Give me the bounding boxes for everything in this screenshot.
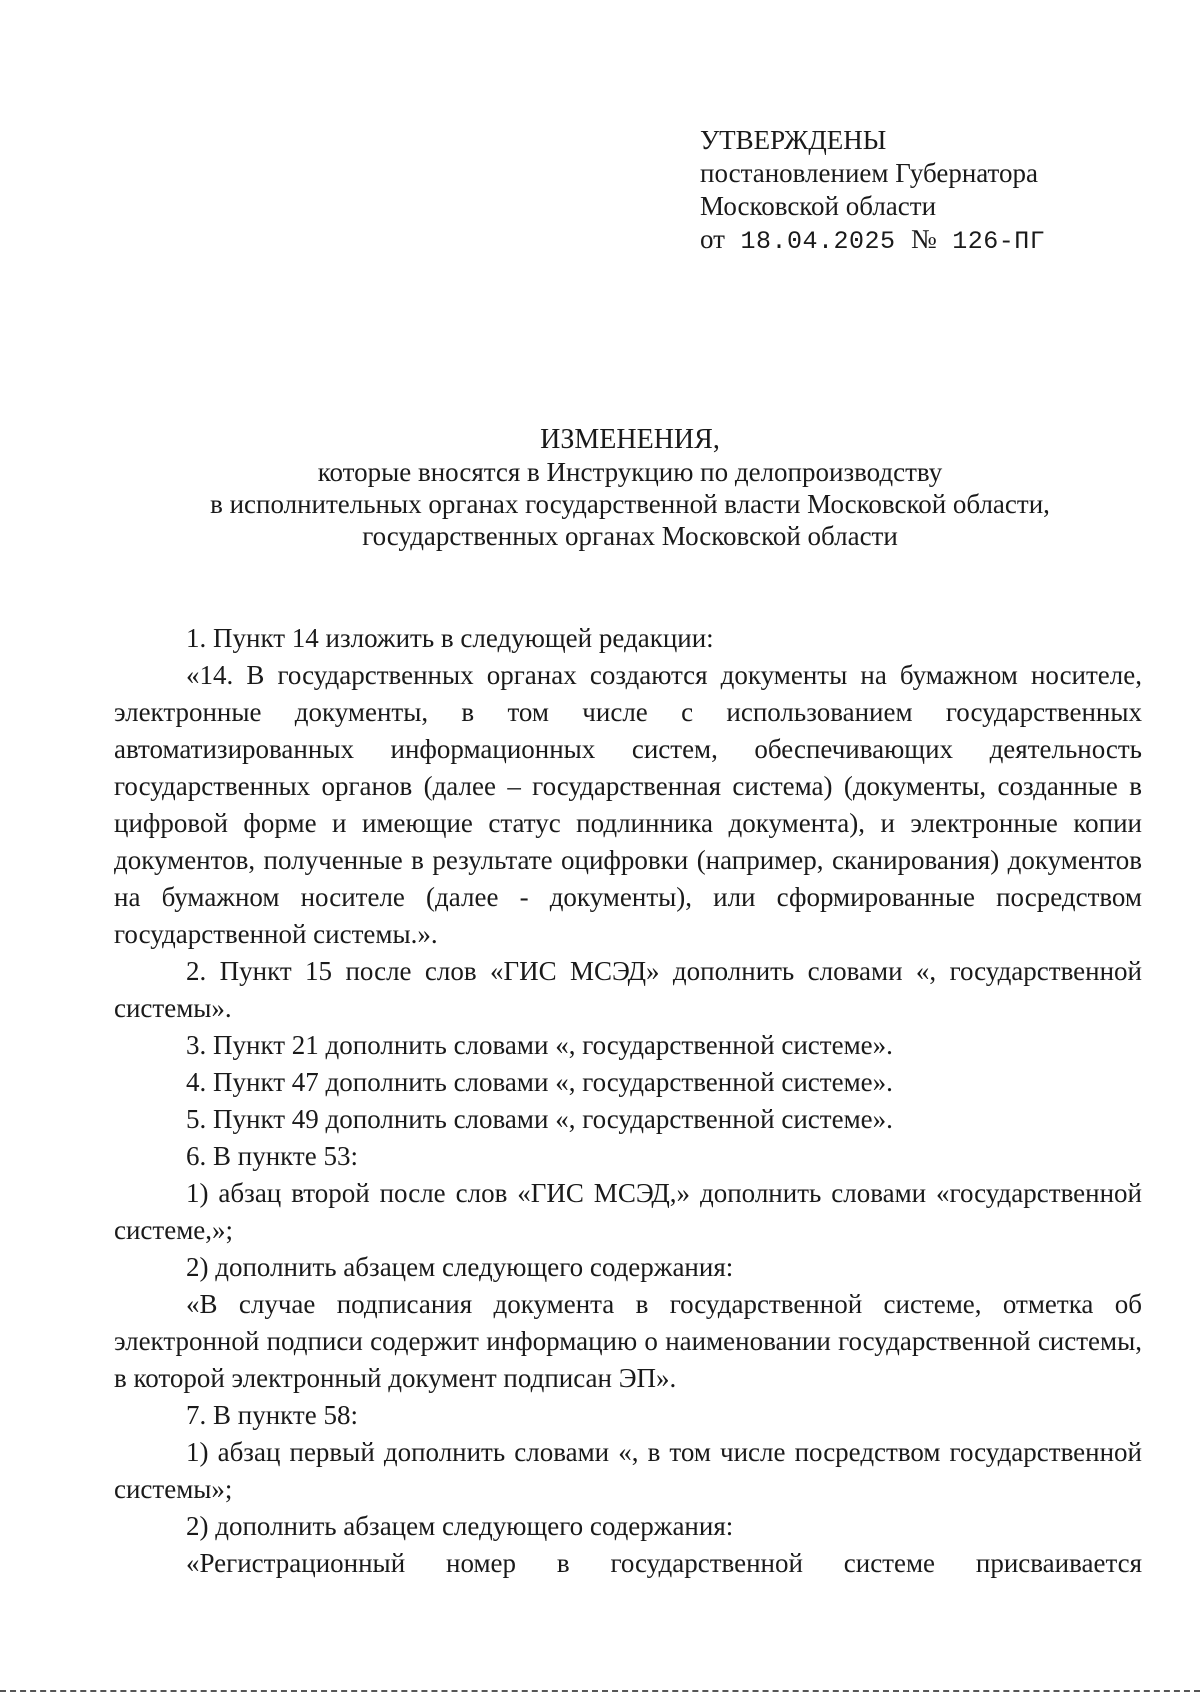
paragraph: 3. Пункт 21 дополнить словами «, государственной системе». (186, 1030, 893, 1060)
paragraph: 2) дополнить абзацем следующего содержания: (186, 1511, 734, 1541)
document-heading (140, 424, 1120, 552)
paragraph: 1) абзац первый дополнить словами «, в том числе посредством государственной системы»; (114, 1437, 1142, 1504)
paragraph: 5. Пункт 49 дополнить словами «, государственной системе». (186, 1104, 893, 1134)
approval-title: УТВЕРЖДЕНЫ (700, 125, 887, 155)
paragraph: 7. В пункте 58: (186, 1400, 358, 1430)
paragraph: 2. Пункт 15 после слов «ГИС МСЭД» дополнить словами «, государственной системы». (114, 956, 1142, 1023)
approval-stamp (700, 124, 1045, 258)
paragraph: 4. Пункт 47 дополнить словами «, государственной системе». (186, 1067, 893, 1097)
heading-line-2: в исполнительных органах государственной власти Московской области, (210, 489, 1050, 519)
approval-authority: постановлением Губернатора (700, 158, 1038, 188)
approval-date: 18.04.2025 (740, 227, 896, 256)
document-title: ИЗМЕНЕНИЯ, (540, 424, 720, 455)
number-sign: № (911, 224, 937, 254)
page-edge-line (0, 1690, 1200, 1692)
paragraph: 1) абзац второй после слов «ГИС МСЭД,» дополнить словами «государственной системе,»; (114, 1178, 1142, 1245)
date-label: от (700, 224, 725, 254)
paragraph: «14. В государственных органах создаются документы на бумажном носителе, электронные документы, в том числе с использованием государственных автоматизированных информационных систем, обеспечивающих деятельность государственных органов (далее – государственная система) (документы, созданные в цифровой форме и имеющие статус подлинника документа), и электронные копии документов, полученные в результате оцифровки (например, сканирования) документов на бумажном носителе (далее - документы), или сформированные посредством государственной системы.». (114, 660, 1142, 949)
heading-line-1: которые вносятся в Инструкцию по делопроизводству (317, 457, 943, 487)
heading-line-3: государственных органах Московской области (362, 521, 898, 551)
paragraph: «Регистрационный номер в государственной системе присваивается (186, 1548, 1142, 1578)
approval-number: 126-ПГ (952, 227, 1046, 256)
paragraph: 1. Пункт 14 изложить в следующей редакции: (186, 623, 714, 653)
paragraph: 6. В пункте 53: (186, 1141, 358, 1171)
document-body (114, 620, 1142, 1582)
approval-region: Московской области (700, 191, 937, 221)
paragraph: 2) дополнить абзацем следующего содержания: (186, 1252, 734, 1282)
paragraph: «В случае подписания документа в государственной системе, отметка об электронной подписи содержит информацию о наименовании государственной системы, в которой электронный документ подписан ЭП». (114, 1289, 1142, 1393)
approval-date-line (700, 223, 1045, 258)
